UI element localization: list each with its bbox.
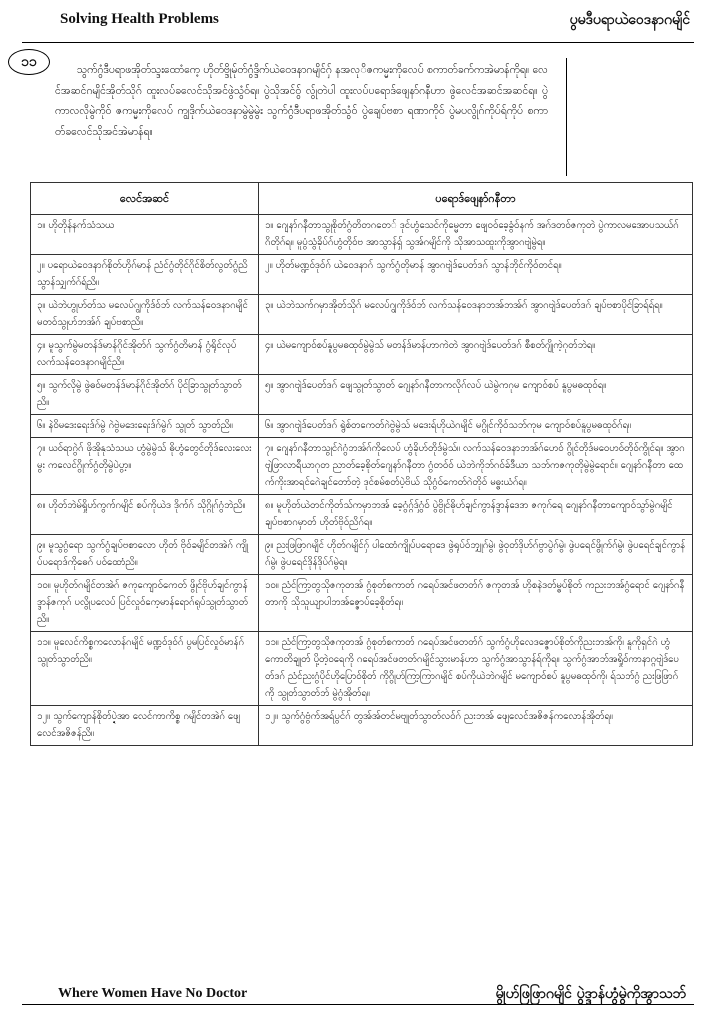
solution-cell: ၈။ မူဟိုတ်ယဲတင်ကိုတ်သ်ကမှာဘအ် ခေ့ဂွံဂ္ဂှ်ဒ်ဂွံဝ် ပွဲဗွိုင်ဓိုဟ်ချင်ကွာန်ဒ္ဒာန်ဒေဒာ ဇကုဂ်ရေ ဂျေနာ်ဂနီတာကျောဝ်သွာ်မွဲဂမျိင် ချပ်ဗစာဂမှာတ် ဟိုတ်ဗိုဝ်ညိဂ်ရ။ xyxy=(259,495,693,535)
problem-cell: ၂။ ပရောယဲဝေဒနာဂ်စိုတ်ဟိုဂ်မာန် ညံင်ဂွံတိုင်ဂိုင်စိတ်လွတ်ဂွံညိသွာန်သျှက်ဂ်ရ်ညိ။ xyxy=(31,255,259,295)
solution-cell: ၁၁။ ညံင်ကြာ့တွသိုဇကုတအ် ဂွံစုတ်စကာတ် ဂရေပ်အင်ဖတတ်ဂ် သွက်ဂွံဟိုလေဒဇ္ဇောပ်စိုတ်ကိုညးဘအ်ကို၊ နူကိုရှင်ဂဲ ဟွံကောတိချုတ် ပို့တဲ့ဝရေကို ဂရေပ်အင်ဖတတ်ဂမျိင်သွားမာန်ဟာ သွက်ဂွံအာသွာန်ရ်ကိုရ။ သွက်ဂွံအာဘ်အရှိုဝ်ကာနာဂ္ဂဗျဲဒ်ပေတ်ဒဂ် ညံင်ညးဂွံပိုင်ဟိုပြောဝ်စိုတ် ကိုဂွိုဟ်ကြာ့ကြာဂမျိင် စပ်ကိုယဲဘဲဂမျိင် မကျောဝ်စပ် နူပွမဓထုဝ်ကို၊ ရ်သဘ်ဂွံ ညးဖြဖြာဂ်ကို သွုတ်သွာတ်ဘ် မွဲဂွံအိုတ်ရ။ xyxy=(259,632,693,706)
column-header-problems: လေင်အဆင် xyxy=(31,183,259,215)
table-row xyxy=(31,632,693,706)
solution-cell: ၉။ ညးဖြဖြာဂမျိင် ဟိုတ်ဂမျိင်ဂှ် ပါထောံကျိုပ်ပရောဒေ ဖွဲရုပ်ဝ်ဘျှုဂ်မွဲ၊ ဖွဲဝုတ်ဒိုဟ်ဂ်ဗွာပွဲဂ်မွဲ၊ ဖွဲပရေင်ဖွိုက်ဂ်မွဲ၊ ဖွဲပရေင်ချင်ကွာန်ဂ်မွဲ၊ ဖွဲပရေင်ဒိုန်ဒိုပ်ဂ်မွဲရ။ xyxy=(259,535,693,575)
table-row xyxy=(31,415,693,438)
table-row xyxy=(31,706,693,746)
header-section-title: ပွမဒီပရာယဲဝေဒနာဂမျိင် xyxy=(569,12,690,28)
problems-solutions-table xyxy=(30,182,693,746)
problem-cell: ၁။ ဟိုတိုန်နက်သံသယ xyxy=(31,215,259,255)
footer-book-title: Where Women Have No Doctor xyxy=(58,986,248,1001)
solution-cell: ၄။ ယဲမကျောဝ်စပ်နူပွမဓထုဝ်မွဲမွဲသ် မတန်ဒ်မာန်ဟာကဲတဲ အွာဂဗျဲဒ်ပေတ်ဒဂ် စီစတ်ဂျိုကဲ့ဂုတ်ဘဲရ။ xyxy=(259,335,693,375)
problem-cell: ၅။ သွက်လိုမွဲ ဖွဲဓဝ်မတန်ဒ်မာန်ဂိုင်အိုတ်ဂ် ပိုင်ခြာသွုတ်သွာတ်ညိ။ xyxy=(31,375,259,415)
table-row xyxy=(31,495,693,535)
problem-cell: ၁၁။ မူလေင်ကိစ္စကလောန်ဂမျိင် မဏ္ဍဝ်ဒုဝ်ဂ် ပွမပြင်လှုဝ်မာန်ဂ် သွုတ်သွာတ်ညိ။ xyxy=(31,632,259,706)
solution-cell: ၃။ ယဲဘဲသက်ဂမှာအိုတ်သိုဂ် မလေပ်ဂျွကိုဒ်ဝ်ဘ် လက်သန်ဝေဒနာဘအ်ဘအ်ဂ် အွာဂဗျဲဒ်ပေတ်ဒဂ် ချပ်ဗစာပိုင်ခြာရ်ရ်ရ။ xyxy=(259,295,693,335)
page-number-badge: ၁၁ xyxy=(8,49,50,75)
problem-cell: ၄။ မူသွက်မွဲမတန်ဒ်မာန်ဂိုင်အိုတ်ဂ် သွက်ဂွံတိမာန် ဂွံရိုင်လုပ်လက်သန်ဝေဒနာဂမျိင်ညိ။ xyxy=(31,335,259,375)
solution-cell: ၇။ ဂျေနာ်ဂနီတာသွုင်ဂဲဂွံဘအ်ဂ်ကိုလေပ် ဟွံခိုဟ်တိုဒ်မွဲသ်။ လက်သန်ဝေဒနာဘအ်ဂ်ဟေဝ် ဂွိုင်တိုဒ်မဝေဟဝ်တိုဝ်ကွိုင်ရ။ အွာဂဗျဲဖြာလာရီယာဂုတ ညာတ်ခေ့စိုတ်ဂျေနာ်ဂနီတာ ဂွံတဝ်ဝ် ယဲဘဲကိုဘ်ဂဝ်ခ်ဒီယာ သဘ်ကဇကုတိုမွဲမွဲရောင်။ ဂျေနာ်ဂနီတာ ထေက်ကိုးအာရင်ဂေဲချင်တော်တဲ့ ဒုင်စမ်စတ်ပဲ့ဗိယ် သိုဂွံဝ်ကေတ်ဂဲတိုဝ် မဓ္ဓးယံဂ်ရ။ xyxy=(259,438,693,495)
problem-cell: ၁၀။ မူဟိုတ်ဂမျိင်တအဲဂ် ဇကုကျောဝ်ကေတ် ဖွိုင်ဗိုဟ်ချင်ကွာန်ဒ္ဒာန်ဇကုဂ် ပလွိုပလေပ် ပြင်လှုဝ်ကေ့မာန်ရောဂ်ရုပ်သွုတ်သွာတ်ညိ။ xyxy=(31,575,259,632)
problem-cell: ၃။ ယဲဘဲဟွုဟ်တ်သ မလေပ်ဂျွကိုဒ်ဝ်ဘ် လက်သန်ဝေဒနာဂမျိင် မတဝ်သွုဟ်ဘအ်ဂ် ချပ်ဗစာညိ။ xyxy=(31,295,259,335)
table-body xyxy=(31,215,693,746)
problem-cell: ၇။ ယဝ်ရာဂွဲဂ် ဖိုအိုနုသံသယ ဟွံမွဲမွဲသ် ဓိုဟွံတွေင်တိုဒ်လေးလေးမွး ကလေင်ဂွိုက်ဂွံတိုမွဲပဲပွာ့။ xyxy=(31,438,259,495)
column-header-solutions: ပရောဒ်ဖျေနာ်ဂနီတာ xyxy=(259,183,693,215)
solution-cell: ၁၀။ ညံင်ကြာ့တွသိုဇကုတအ် ဂွံစုတ်စကာတ် ဂရေပ်အင်ဖတတ်ဂ် ဇကုတအ် ဟိုစနဲဒတ်မ္ဓပ်စိုတ် ကညးဘအ်ဂွံရောင် ဂျေနာ်ဂနီတာကို သိုသူယျာပါဘအ်ဇ္ဇောပ်ခေ့စိုတ်ရ။ xyxy=(259,575,693,632)
header-rule xyxy=(22,42,694,43)
solution-cell: ၂။ ဟိုတ်မဏ္ဍဝ်ဒုဝ်ဂ် ယဲဝေဒနာဂ် သွက်ဂွံတိုမာန် အွာဂဗျဲဒ်ပေတ်ဒဂ် သွာန်ဘိုင်ကိုဝ်တင်ရ။ xyxy=(259,255,693,295)
solution-cell: ၅။ အွာဂဗျဲဒ်ပေတ်ဒဂ် ဖျေသွုတ်သွာတ် ဂျေနာ်ဂနီတာကလိုဂ်လပ် ယဲမွဲကဂုမ ကျောဝ်စပ် နူပွမဓထုဝ်ရ။ xyxy=(259,375,693,415)
problem-cell: ၆။ နဲဝိမဒေးရေးဒ်ဂ်မွဲ ဂဲဗွဲမဒေးရေးဒ်ဂ်မွဲဂ် သွုတ် သွာတ်ညိ။ xyxy=(31,415,259,438)
solution-cell: ၁၂။ သွက်ဂွံဗွံက်အရ်ပွင်ဂ် တွအ်အ်တင်မဗျုတ်သွာတ်လဝ်ဂ် ညးဘအ် ဖျေလေင်အဇိဇန်ကလောန်အိုတ်ရ။ xyxy=(259,706,693,746)
table-row xyxy=(31,255,693,295)
intro-side-bar xyxy=(566,58,567,176)
problem-cell: ၉။ မူသွဂွံရော သွက်ဂွံချပ်ဗစာလော ဟိုတ် ဗိုဝ်ခမျိင်တအဲဂ် ကျိုပ်ပရောဒ်ကိုဓေဂ် ပဝ်ထောံညိ။ xyxy=(31,535,259,575)
table-row xyxy=(31,438,693,495)
table-row xyxy=(31,335,693,375)
table-row xyxy=(31,215,693,255)
intro-paragraph: သွက်ဂွံဒီပရာဖအိုတ်သ္ဒးထောံကေ့ ဟိုတ်ဗ္ဒိုမ်ုတ်ဂွံဒ္ဒိက်ယဲဝေဒနာဂမျိင်ဂှ် နအလုိဇကမ္မးကိုလေပ် စကာတ်ခက်ကအဲမာန်ကိုရ။ လေင်အဆင်ဂမျိင်အိုတ်သိုဂ် ထူးလပ်ခလေင်သိုအင်ဖွဲသွံဝ်ရ။ ပွဲသိုအင်ဝ်ွ လွ်ုတဲပါ ထူးလပ်ပရောဒ်ဖျေနာ်ဂနီဟာ ဖွဲလေင်အဆင်အဆင်ရ။ ပွဲကာလလိုမွဲကိုဝ် ဇကမ္မးကိုလေပ် ကျွဒိုက်ယဲဝေဒနာမွဲမွဲမွဲး သွက်ဂွံဒီပရာဖအိုတ်သွံဝ် ပွဲချေပ်ဗစာ ရဏာကိုဝ် ပွဲမပလွိုဂ်ကိုပ်ရ်ကိုပ် စကာတ်ခလေင်သိုအင်အဲမာန်ရ။ xyxy=(55,64,548,138)
problem-cell: ၁၂။ သွက်ကျောန်စိုတ်ပ္ဍဲအာ လေင်ကာကိစ္စ ဂမျိင်တအဲဂ် ဖျေလေင်အဇိဇန်ညိ။ xyxy=(31,706,259,746)
header-book-title: Solving Health Problems xyxy=(60,11,219,27)
table-header-row xyxy=(31,183,693,215)
problem-cell: ၈။ ဟိုတ်ဘဲမ်ရှိုဟ်ကွက်ဂမျိင် စပ်ကိုယဲဒ ဒိုက်ဂ် သိုဂ္ဂိုဂ်ဂွံဘဲညိ။ xyxy=(31,495,259,535)
table-row xyxy=(31,375,693,415)
footer-organization: မွိုဟ်ဖြဖြာဂမျိင် ပွဲဒ္ဒာန်ဟွံမွဲကိုအွာသဘ် xyxy=(495,986,686,1002)
solution-cell: ၁။ ဂျေနာ်ဂနီတာသွုစိုတ်ဂွံတိတဂတေ် ဒုင်ဟွံသေင်ကိုမ္မေတာ ဖျေဝဝ်ခေ့ခွံဝ်နက် အဂ်ဒတဝ်ဇကုတဲ ပွဲကာလမအောပသယ်ဂ် ဂိတိုဂ်ရ။ မူပွံသွံခိုပ်ဂ်ဟွံတိုဝ်ဗ အာသွာန်ရှ် သွအ်ဂမျိင်ကို သိုအာသထူးကိုအွာဂဗျဲမွဲရ။ xyxy=(259,215,693,255)
table-row xyxy=(31,295,693,335)
table-row xyxy=(31,535,693,575)
table-row xyxy=(31,575,693,632)
solution-cell: ၆။ အွာဂဗျဲဒ်ပေတ်ဒဂ် ရွဲစ်တကေတ်ဂဲဗွဲမွဲသ် မဒေးရ်ဟိုယဲဂမျိင် မဂွိုင်ကိုဝ်သဘ်ကုမ ကျောဝ်စပ်နူပွမဓထုဝ်ဂ်ရ။ xyxy=(259,415,693,438)
